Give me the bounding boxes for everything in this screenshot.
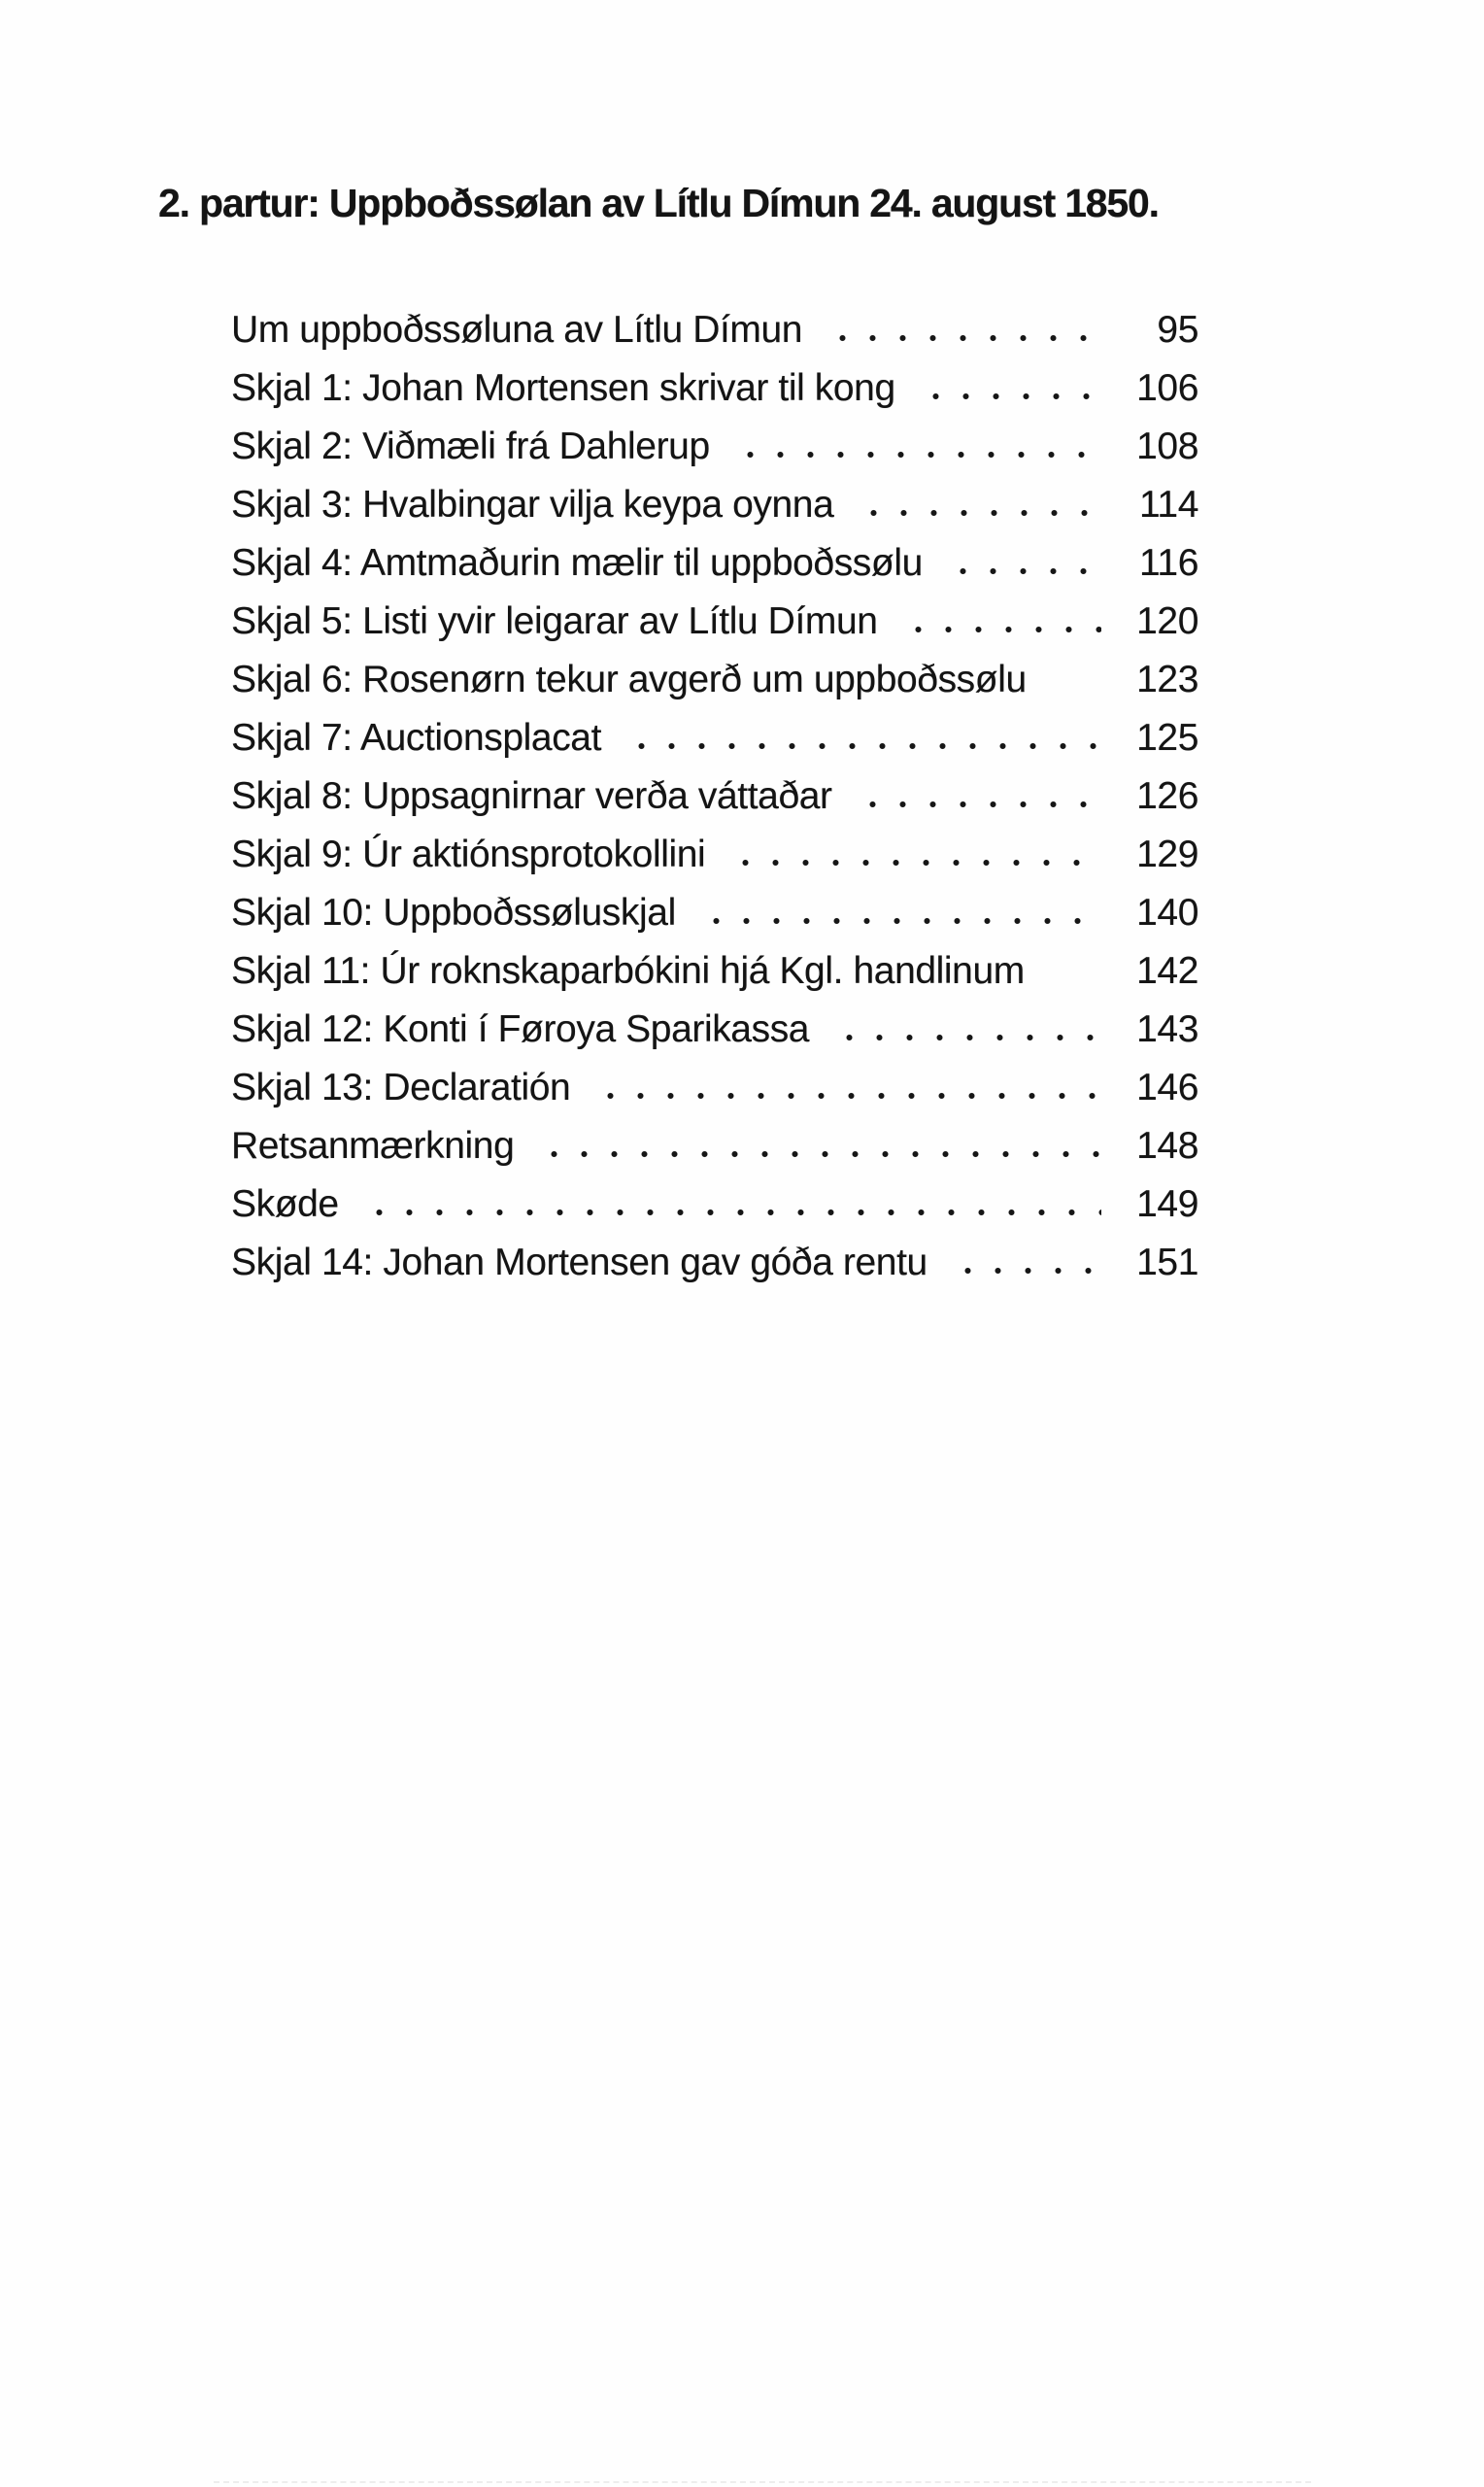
toc-entry-label: Skjal 4: Amtmaðurin mælir til uppboðssølu [231, 542, 923, 584]
page-number: 151 [1136, 1242, 1198, 1283]
toc-entry-label: Skjal 1: Johan Mortensen skrivar til kong [231, 367, 895, 409]
toc-row [231, 1001, 1198, 1059]
dot-leader [945, 1234, 1101, 1292]
toc-row [231, 534, 1198, 593]
page-number: 123 [1136, 659, 1198, 700]
toc-row [231, 476, 1198, 534]
dot-leader [1032, 651, 1111, 709]
dot-leader [826, 1001, 1101, 1059]
dot-leader [619, 709, 1101, 767]
chapter-title: 2. partur: Uppboðssølan av Lítlu Dímun 24. august 1850. [158, 181, 1159, 225]
toc-entry-label: Um uppboðssøluna av Lítlu Dímun [231, 309, 803, 351]
toc-row [231, 767, 1198, 826]
dot-leader [693, 884, 1101, 942]
toc-entry-label: Retsanmærkning [231, 1125, 515, 1167]
table-of-contents [231, 301, 1198, 1292]
dot-leader [820, 301, 1101, 359]
dot-leader [851, 476, 1101, 534]
dot-leader [1030, 942, 1111, 1001]
toc-row [231, 1117, 1198, 1175]
toc-row [231, 301, 1198, 359]
toc-row [231, 1175, 1198, 1234]
page-number: 146 [1136, 1067, 1198, 1108]
toc-row [231, 942, 1198, 1001]
page-number: 142 [1136, 950, 1198, 992]
toc-entry-label: Skjal 3: Hvalbingar vilja keypa oynna [231, 484, 834, 526]
toc-row [231, 593, 1198, 651]
page-number: 126 [1136, 775, 1198, 817]
page-number: 120 [1136, 600, 1198, 642]
toc-entry-label: Skjal 10: Uppboðssøluskjal [231, 892, 676, 934]
dot-leader [727, 418, 1101, 476]
page-number: 108 [1136, 426, 1198, 467]
toc-entry-label: Skjal 5: Listi yvir leigarar av Lítlu Dímun [231, 600, 878, 642]
page-number: 125 [1136, 717, 1198, 759]
toc-row [231, 884, 1198, 942]
page-number: 95 [1157, 309, 1198, 351]
dot-leader [850, 767, 1101, 826]
dot-leader [531, 1117, 1101, 1175]
toc-entry-label: Skjal 6: Rosenørn tekur avgerð um uppboðssølu [231, 659, 1027, 700]
toc-entry-label: Skjal 14: Johan Mortensen gav góða rentu [231, 1242, 928, 1283]
toc-entry-label: Skjal 7: Auctionsplacat [231, 717, 602, 759]
page-number: 149 [1136, 1183, 1198, 1225]
toc-row [231, 359, 1198, 418]
toc-entry-label: Skjal 11: Úr roknskaparbókini hjá Kgl. handlinum [231, 950, 1025, 992]
toc-entry-label: Skjal 9: Úr aktiónsprotokollini [231, 834, 706, 875]
toc-row [231, 651, 1198, 709]
page-number: 143 [1136, 1008, 1198, 1050]
toc-row [231, 709, 1198, 767]
toc-row [231, 1059, 1198, 1117]
page-number: 114 [1139, 484, 1198, 526]
dot-leader [723, 826, 1101, 884]
scan-artifact-line [214, 2481, 1311, 2483]
dot-leader [940, 534, 1101, 593]
toc-entry-label: Skøde [231, 1183, 339, 1225]
toc-entry-label: Skjal 8: Uppsagnirnar verða váttaðar [231, 775, 832, 817]
toc-row [231, 418, 1198, 476]
page-number: 129 [1136, 834, 1198, 875]
toc-row [231, 1234, 1198, 1292]
page-number: 106 [1136, 367, 1198, 409]
page-number: 140 [1136, 892, 1198, 934]
page-number: 116 [1139, 542, 1198, 584]
toc-entry-label: Skjal 12: Konti í Føroya Sparikassa [231, 1008, 810, 1050]
toc-entry-label: Skjal 2: Viðmæli frá Dahlerup [231, 426, 710, 467]
page-number: 148 [1136, 1125, 1198, 1167]
dot-leader [895, 593, 1101, 651]
dot-leader [913, 359, 1101, 418]
toc-row [231, 826, 1198, 884]
toc-entry-label: Skjal 13: Declaratión [231, 1067, 571, 1108]
dot-leader [356, 1175, 1101, 1234]
dot-leader [588, 1059, 1101, 1117]
